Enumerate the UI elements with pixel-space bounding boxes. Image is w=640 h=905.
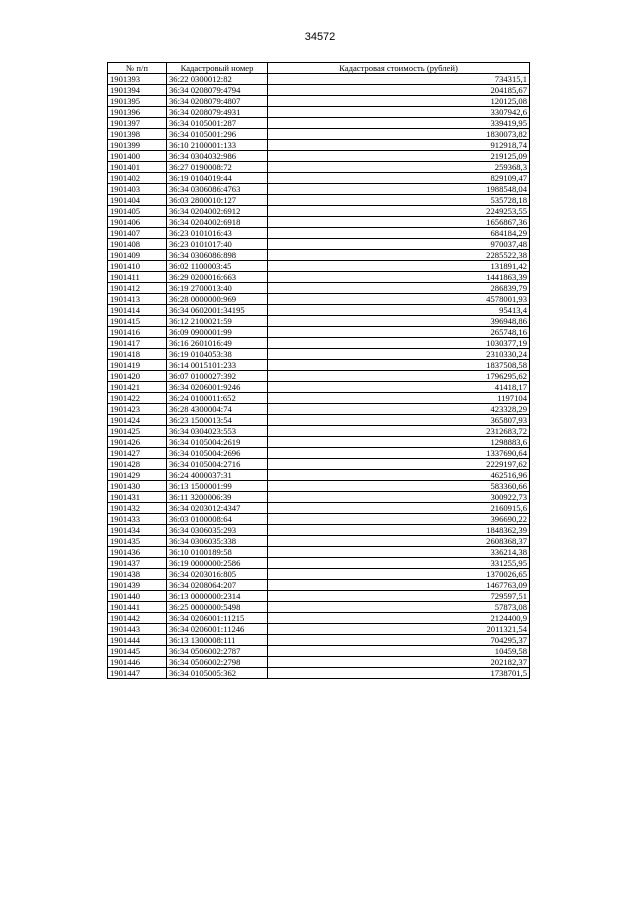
row-number-cell: 1901403 — [108, 184, 167, 195]
row-number-cell: 1901415 — [108, 316, 167, 327]
table-row — [108, 393, 530, 404]
row-number-cell: 1901421 — [108, 382, 167, 393]
cadastral-value-cell: 423328,29 — [268, 404, 530, 415]
cadastral-number-cell: 36:34 0304032:986 — [167, 151, 268, 162]
cadastral-number-cell: 36:34 0306035:338 — [167, 536, 268, 547]
table-row — [108, 283, 530, 294]
cadastral-number-cell: 36:25 0000000:5498 — [167, 602, 268, 613]
table-row — [108, 580, 530, 591]
cadastral-number-cell: 36:23 0101017:40 — [167, 239, 268, 250]
cadastral-value-cell: 2310330,24 — [268, 349, 530, 360]
cadastral-number-cell: 36:23 1500013:54 — [167, 415, 268, 426]
cadastral-value-cell: 57873,08 — [268, 602, 530, 613]
table-row — [108, 525, 530, 536]
cadastral-value-cell: 1848362,39 — [268, 525, 530, 536]
cadastral-value-table — [107, 62, 530, 679]
row-number-cell: 1901393 — [108, 74, 167, 85]
table-row — [108, 85, 530, 96]
cadastral-number-cell: 36:19 0000000:2586 — [167, 558, 268, 569]
cadastral-number-cell: 36:10 0100189:58 — [167, 547, 268, 558]
table-row — [108, 327, 530, 338]
row-number-cell: 1901402 — [108, 173, 167, 184]
cadastral-value-cell: 41418,17 — [268, 382, 530, 393]
cadastral-value-cell: 2608368,37 — [268, 536, 530, 547]
cadastral-value-cell: 4578001,93 — [268, 294, 530, 305]
table-row — [108, 404, 530, 415]
cadastral-value-cell: 535728,18 — [268, 195, 530, 206]
cadastral-value-cell: 1337690,64 — [268, 448, 530, 459]
cadastral-number-cell: 36:24 0100011:652 — [167, 393, 268, 404]
row-number-cell: 1901422 — [108, 393, 167, 404]
cadastral-value-cell: 331255,95 — [268, 558, 530, 569]
cadastral-value-cell: 300922,73 — [268, 492, 530, 503]
row-number-cell: 1901432 — [108, 503, 167, 514]
table-row — [108, 503, 530, 514]
cadastral-number-cell: 36:34 0306035:293 — [167, 525, 268, 536]
table-row — [108, 382, 530, 393]
cadastral-value-cell: 2249253,55 — [268, 206, 530, 217]
row-number-cell: 1901420 — [108, 371, 167, 382]
row-number-cell: 1901419 — [108, 360, 167, 371]
row-number-cell: 1901443 — [108, 624, 167, 635]
row-number-cell: 1901399 — [108, 140, 167, 151]
cadastral-value-cell: 583360,66 — [268, 481, 530, 492]
table-row — [108, 624, 530, 635]
cadastral-number-cell: 36:14 0015101:233 — [167, 360, 268, 371]
cadastral-value-cell: 10459,58 — [268, 646, 530, 657]
cadastral-value-cell: 120125,08 — [268, 96, 530, 107]
cadastral-value-cell: 131891,42 — [268, 261, 530, 272]
row-number-cell: 1901410 — [108, 261, 167, 272]
table-row — [108, 602, 530, 613]
cadastral-value-cell: 286839,79 — [268, 283, 530, 294]
cadastral-value-cell: 204185,67 — [268, 85, 530, 96]
cadastral-value-cell: 912918,74 — [268, 140, 530, 151]
cadastral-number-cell: 36:19 0104053:38 — [167, 349, 268, 360]
row-number-cell: 1901394 — [108, 85, 167, 96]
cadastral-value-cell: 219125,09 — [268, 151, 530, 162]
row-number-cell: 1901395 — [108, 96, 167, 107]
row-number-cell: 1901433 — [108, 514, 167, 525]
table-row — [108, 217, 530, 228]
table-row — [108, 437, 530, 448]
cadastral-number-cell: 36:11 3200006:39 — [167, 492, 268, 503]
row-number-cell: 1901430 — [108, 481, 167, 492]
row-number-cell: 1901405 — [108, 206, 167, 217]
cadastral-value-cell: 339419,95 — [268, 118, 530, 129]
cadastral-number-cell: 36:34 0306086:4763 — [167, 184, 268, 195]
cadastral-value-cell: 3307942,6 — [268, 107, 530, 118]
cadastral-value-cell: 2160915,6 — [268, 503, 530, 514]
row-number-cell: 1901412 — [108, 283, 167, 294]
cadastral-number-cell: 36:22 0300012:82 — [167, 74, 268, 85]
cadastral-number-cell: 36:16 2601016:49 — [167, 338, 268, 349]
cadastral-value-cell: 1441863,39 — [268, 272, 530, 283]
cadastral-value-cell: 396690,22 — [268, 514, 530, 525]
table-body — [108, 74, 530, 679]
row-number-cell: 1901446 — [108, 657, 167, 668]
cadastral-number-cell: 36:34 0206001:11246 — [167, 624, 268, 635]
table-row — [108, 481, 530, 492]
cadastral-number-cell: 36:13 1300008:111 — [167, 635, 268, 646]
cadastral-number-cell: 36:34 0105004:2619 — [167, 437, 268, 448]
row-number-cell: 1901436 — [108, 547, 167, 558]
table-row — [108, 250, 530, 261]
row-number-cell: 1901409 — [108, 250, 167, 261]
table-row — [108, 316, 530, 327]
row-number-cell: 1901426 — [108, 437, 167, 448]
table-row — [108, 107, 530, 118]
table-row — [108, 184, 530, 195]
table-row — [108, 74, 530, 85]
cadastral-value-cell: 2312683,72 — [268, 426, 530, 437]
row-number-cell: 1901413 — [108, 294, 167, 305]
row-number-cell: 1901400 — [108, 151, 167, 162]
cadastral-number-cell: 36:34 0204002:6912 — [167, 206, 268, 217]
cadastral-value-cell: 95413,4 — [268, 305, 530, 316]
table-row — [108, 151, 530, 162]
cadastral-value-cell: 1197104 — [268, 393, 530, 404]
cadastral-value-cell: 1030377,19 — [268, 338, 530, 349]
cadastral-number-cell: 36:19 0104019:44 — [167, 173, 268, 184]
cadastral-number-cell: 36:28 4300004:74 — [167, 404, 268, 415]
table-row — [108, 470, 530, 481]
cadastral-value-cell: 1467763,09 — [268, 580, 530, 591]
cadastral-number-cell: 36:34 0602001:34195 — [167, 305, 268, 316]
cadastral-value-cell: 1370026,65 — [268, 569, 530, 580]
cadastral-number-cell: 36:34 0304023:553 — [167, 426, 268, 437]
row-number-cell: 1901442 — [108, 613, 167, 624]
cadastral-value-cell: 259368,3 — [268, 162, 530, 173]
cadastral-number-cell: 36:34 0105004:2716 — [167, 459, 268, 470]
row-number-cell: 1901417 — [108, 338, 167, 349]
cadastral-number-cell: 36:34 0208079:4931 — [167, 107, 268, 118]
page-number: 34572 — [304, 31, 336, 43]
row-number-cell: 1901427 — [108, 448, 167, 459]
cadastral-value-cell: 462516,96 — [268, 470, 530, 481]
cadastral-number-cell: 36:34 0208079:4807 — [167, 96, 268, 107]
cadastral-number-cell: 36:34 0105001:287 — [167, 118, 268, 129]
table-row — [108, 459, 530, 470]
table-row — [108, 646, 530, 657]
cadastral-value-cell: 829109,47 — [268, 173, 530, 184]
cadastral-number-cell: 36:24 4000037:31 — [167, 470, 268, 481]
table-row — [108, 514, 530, 525]
row-number-cell: 1901411 — [108, 272, 167, 283]
table-row — [108, 294, 530, 305]
table-row — [108, 360, 530, 371]
table-header-row — [108, 63, 530, 74]
table-row — [108, 206, 530, 217]
row-number-cell: 1901438 — [108, 569, 167, 580]
row-number-cell: 1901414 — [108, 305, 167, 316]
cadastral-value-cell: 202182,37 — [268, 657, 530, 668]
cadastral-number-cell: 36:09 0900001:99 — [167, 327, 268, 338]
cadastral-number-cell: 36:34 0506002:2787 — [167, 646, 268, 657]
cadastral-number-cell: 36:29 0200016:663 — [167, 272, 268, 283]
row-number-cell: 1901434 — [108, 525, 167, 536]
cadastral-value-cell: 1298883,6 — [268, 437, 530, 448]
row-number-cell: 1901424 — [108, 415, 167, 426]
row-number-cell: 1901445 — [108, 646, 167, 657]
row-number-cell: 1901404 — [108, 195, 167, 206]
cadastral-value-cell: 1656867,36 — [268, 217, 530, 228]
cadastral-number-cell: 36:28 0000000:969 — [167, 294, 268, 305]
table-row — [108, 261, 530, 272]
table-row — [108, 173, 530, 184]
cadastral-value-cell: 1796295,62 — [268, 371, 530, 382]
row-number-cell: 1901431 — [108, 492, 167, 503]
row-number-cell: 1901428 — [108, 459, 167, 470]
cadastral-number-cell: 36:12 2100021:59 — [167, 316, 268, 327]
cadastral-number-cell: 36:13 0000000:2314 — [167, 591, 268, 602]
cadastral-number-cell: 36:34 0204002:6918 — [167, 217, 268, 228]
cadastral-value-cell: 970037,48 — [268, 239, 530, 250]
row-number-cell: 1901396 — [108, 107, 167, 118]
header-cadastral-number: Кадастровый номер — [167, 63, 268, 74]
cadastral-number-cell: 36:34 0206001:9246 — [167, 382, 268, 393]
cadastral-number-cell: 36:19 2700013:40 — [167, 283, 268, 294]
cadastral-value-cell: 2229197,62 — [268, 459, 530, 470]
header-row-number: № п/п — [108, 63, 167, 74]
cadastral-value-cell: 729597,51 — [268, 591, 530, 602]
table-row — [108, 426, 530, 437]
cadastral-value-cell: 1837508,58 — [268, 360, 530, 371]
cadastral-number-cell: 36:34 0506002:2798 — [167, 657, 268, 668]
cadastral-value-cell: 365807,93 — [268, 415, 530, 426]
row-number-cell: 1901401 — [108, 162, 167, 173]
table-row — [108, 371, 530, 382]
table-row — [108, 415, 530, 426]
table-row — [108, 569, 530, 580]
row-number-cell: 1901407 — [108, 228, 167, 239]
row-number-cell: 1901441 — [108, 602, 167, 613]
row-number-cell: 1901418 — [108, 349, 167, 360]
cadastral-value-cell: 1988548,04 — [268, 184, 530, 195]
cadastral-number-cell: 36:34 0105001:296 — [167, 129, 268, 140]
cadastral-number-cell: 36:34 0306086:898 — [167, 250, 268, 261]
table-row — [108, 349, 530, 360]
row-number-cell: 1901439 — [108, 580, 167, 591]
cadastral-number-cell: 36:34 0206001:11215 — [167, 613, 268, 624]
cadastral-number-cell: 36:10 2100001:133 — [167, 140, 268, 151]
table-row — [108, 272, 530, 283]
cadastral-number-cell: 36:34 0105004:2696 — [167, 448, 268, 459]
table-row — [108, 635, 530, 646]
table-row — [108, 547, 530, 558]
table-row — [108, 195, 530, 206]
row-number-cell: 1901408 — [108, 239, 167, 250]
cadastral-number-cell: 36:13 1500001:99 — [167, 481, 268, 492]
cadastral-number-cell: 36:34 0203016:805 — [167, 569, 268, 580]
row-number-cell: 1901425 — [108, 426, 167, 437]
row-number-cell: 1901406 — [108, 217, 167, 228]
cadastral-number-cell: 36:27 0190008:72 — [167, 162, 268, 173]
row-number-cell: 1901397 — [108, 118, 167, 129]
table-row — [108, 668, 530, 679]
table-row — [108, 536, 530, 547]
table-row — [108, 591, 530, 602]
table-row — [108, 338, 530, 349]
cadastral-value-cell: 2285522,38 — [268, 250, 530, 261]
table-row — [108, 118, 530, 129]
cadastral-number-cell: 36:23 0101016:43 — [167, 228, 268, 239]
cadastral-value-cell: 734315,1 — [268, 74, 530, 85]
row-number-cell: 1901444 — [108, 635, 167, 646]
row-number-cell: 1901440 — [108, 591, 167, 602]
cadastral-number-cell: 36:07 0100027:392 — [167, 371, 268, 382]
table-row — [108, 448, 530, 459]
table-row — [108, 657, 530, 668]
cadastral-value-cell: 1830073,82 — [268, 129, 530, 140]
cadastral-value-cell: 336214,38 — [268, 547, 530, 558]
cadastral-number-cell: 36:34 0208064:207 — [167, 580, 268, 591]
cadastral-value-cell: 1738701,5 — [268, 668, 530, 679]
cadastral-number-cell: 36:34 0105005:362 — [167, 668, 268, 679]
table-row — [108, 129, 530, 140]
table-row — [108, 558, 530, 569]
row-number-cell: 1901416 — [108, 327, 167, 338]
table-row — [108, 492, 530, 503]
cadastral-number-cell: 36:34 0203012:4347 — [167, 503, 268, 514]
cadastral-value-cell: 265748,16 — [268, 327, 530, 338]
cadastral-number-cell: 36:03 2800010:127 — [167, 195, 268, 206]
cadastral-value-cell: 2011321,54 — [268, 624, 530, 635]
row-number-cell: 1901423 — [108, 404, 167, 415]
cadastral-value-cell: 704295,37 — [268, 635, 530, 646]
table-row — [108, 140, 530, 151]
table-row — [108, 305, 530, 316]
table-row — [108, 96, 530, 107]
row-number-cell: 1901447 — [108, 668, 167, 679]
cadastral-number-cell: 36:34 0208079:4794 — [167, 85, 268, 96]
row-number-cell: 1901429 — [108, 470, 167, 481]
row-number-cell: 1901398 — [108, 129, 167, 140]
cadastral-number-cell: 36:03 0100008:64 — [167, 514, 268, 525]
row-number-cell: 1901435 — [108, 536, 167, 547]
table-row — [108, 613, 530, 624]
table-row — [108, 239, 530, 250]
row-number-cell: 1901437 — [108, 558, 167, 569]
cadastral-value-cell: 2124400,9 — [268, 613, 530, 624]
cadastral-number-cell: 36:02 1100003:45 — [167, 261, 268, 272]
cadastral-value-cell: 684184,29 — [268, 228, 530, 239]
table-row — [108, 228, 530, 239]
table-row — [108, 162, 530, 173]
cadastral-value-cell: 396948,86 — [268, 316, 530, 327]
header-cadastral-value: Кадастровая стоимость (рублей) — [268, 63, 530, 74]
